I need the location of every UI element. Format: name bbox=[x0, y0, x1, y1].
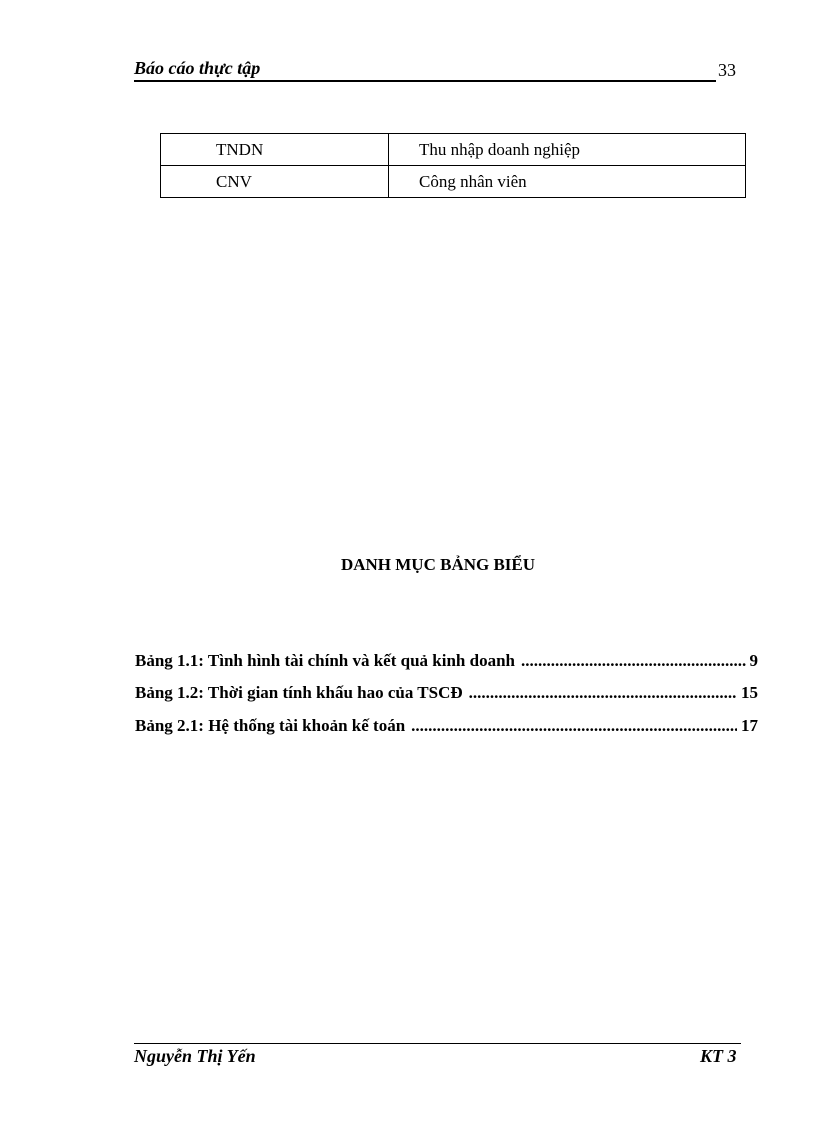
meaning-cell: Thu nhập doanh nghiệp bbox=[389, 134, 746, 166]
footer-author: Nguyễn Thị Yến bbox=[134, 1046, 256, 1066]
toc-page: 9 bbox=[749, 651, 758, 670]
toc-label: Bảng 2.1: Hệ thống tài khoản kế toán bbox=[135, 716, 406, 735]
header-title: Báo cáo thực tập bbox=[134, 58, 261, 78]
toc-page: 15 bbox=[741, 683, 758, 702]
toc-entry[interactable] bbox=[135, 683, 758, 703]
meaning-cell: Công nhân viên bbox=[389, 166, 746, 198]
footer-rule bbox=[134, 1043, 741, 1044]
dot-leader bbox=[411, 716, 737, 736]
section-title: DANH MỤC BẢNG BIỂU bbox=[340, 555, 536, 574]
toc-label: Bảng 1.2: Thời gian tính khấu hao của TSCĐ bbox=[135, 683, 463, 702]
abbr-cell: TNDN bbox=[161, 134, 389, 166]
table-row bbox=[161, 166, 746, 198]
dot-leader bbox=[469, 683, 737, 703]
toc-entry[interactable] bbox=[135, 651, 758, 671]
toc-label: Bảng 1.1: Tình hình tài chính và kết quả kinh doanh bbox=[135, 651, 515, 670]
page-number: 33 bbox=[718, 60, 736, 80]
header-rule bbox=[134, 80, 716, 82]
toc-entry[interactable] bbox=[135, 716, 758, 736]
footer-class: KT 3 bbox=[700, 1046, 737, 1066]
table-row bbox=[161, 134, 746, 166]
dot-leader bbox=[521, 651, 746, 671]
toc-page: 17 bbox=[741, 716, 758, 735]
abbr-cell: CNV bbox=[161, 166, 389, 198]
abbreviation-table bbox=[160, 133, 746, 198]
